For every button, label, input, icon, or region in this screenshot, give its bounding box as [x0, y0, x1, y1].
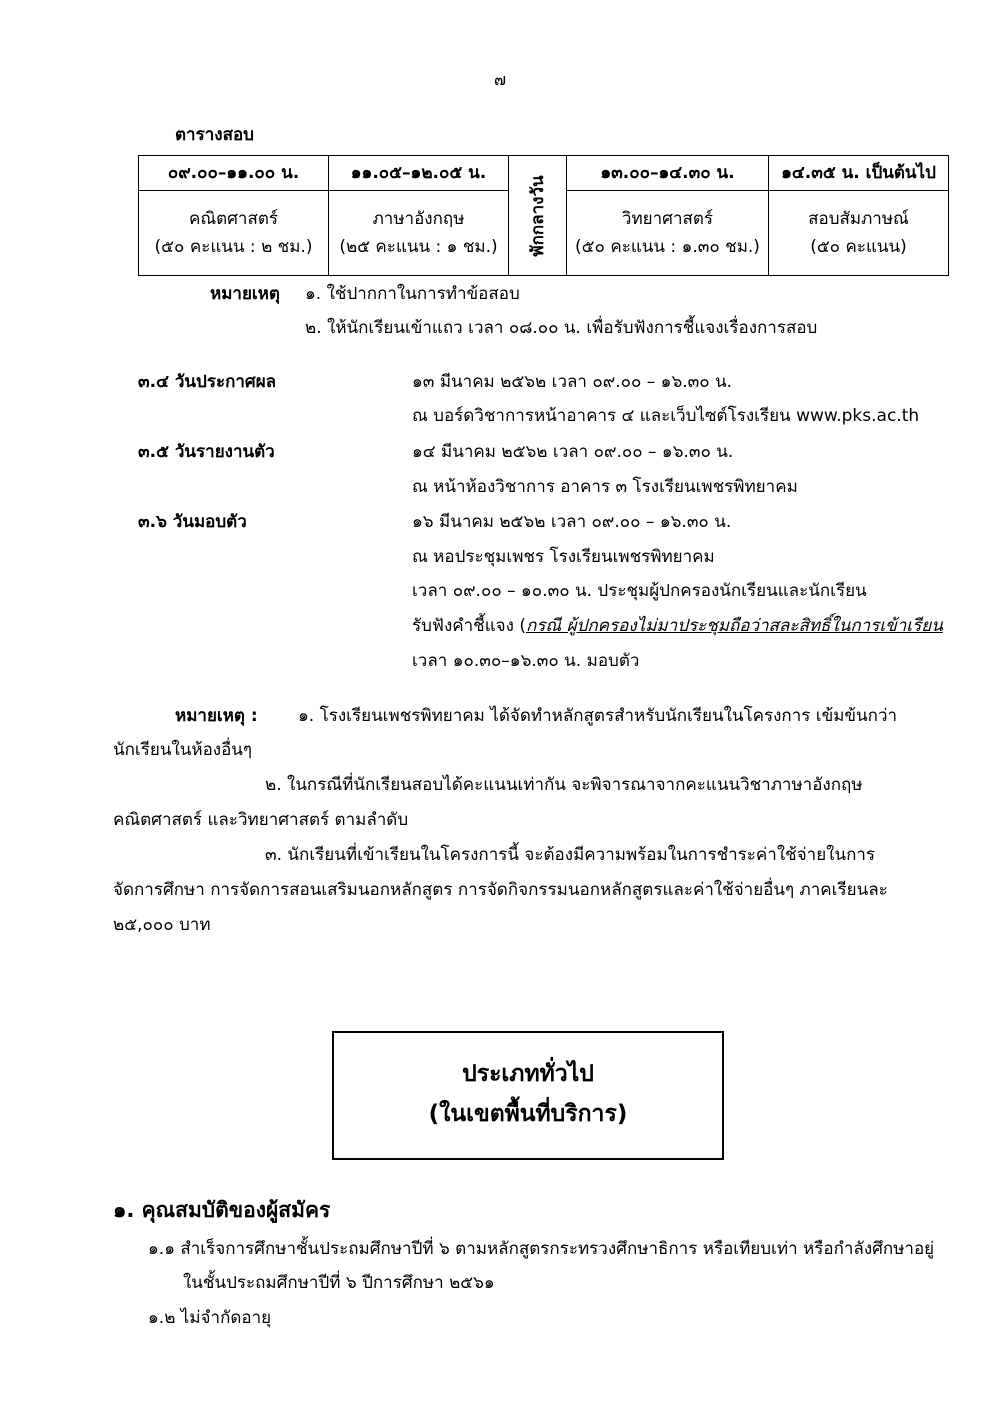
category-title-box: [332, 1031, 724, 1160]
note2-item: ๑. โรงเรียนเพชรพิทยาคม ได้จัดทำหลักสูตรสำหรับนักเรียนในโครงการ เข้มข้นกว่า: [298, 706, 898, 726]
section-line: ๑๖ มีนาคม ๒๕๖๒ เวลา ๐๙.๐๐ – ๑๖.๓๐ น.: [412, 512, 732, 532]
section-line: เวลา ๑๐.๓๐–๑๖.๓๐ น. มอบตัว: [412, 651, 640, 671]
qualification-item-cont: ในชั้นประถมศึกษาปีที่ ๖ ปีการศึกษา ๒๕๖๑: [183, 1273, 495, 1293]
note2-item: ๓. นักเรียนที่เข้าเรียนในโครงการนี้ จะต้องมีความพร้อมในการชำระค่าใช้จ่ายในการ: [265, 845, 876, 865]
subject-cell: [139, 191, 329, 276]
note1-item: ๑. ใช้ปากกาในการทำข้อสอบ: [305, 284, 520, 304]
lunch-break-cell: [509, 156, 567, 276]
subject-detail: (๕๐ คะแนน : ๒ ชม.): [154, 237, 313, 257]
qualification-item: ๑.๑ สำเร็จการศึกษาชั้นประถมศึกษาปีที่ ๖ ตามหลักสูตรกระทรวงศึกษาธิการ หรือเทียบเท่า หรือกำลังศึกษาอยู่: [148, 1239, 935, 1259]
note2-item-cont: คณิตศาสตร์ และวิทยาศาสตร์ ตามลำดับ: [113, 810, 409, 830]
category-subtitle: (ในเขตพื้นที่บริการ): [428, 1101, 628, 1127]
table-header-row: [139, 156, 949, 191]
subject-name: วิทยาศาสตร์: [621, 209, 714, 229]
subject-detail: (๕๐ คะแนน): [810, 237, 907, 257]
section-line: ณ หอประชุมเพชร โรงเรียนเพชรพิทยาคม: [412, 547, 715, 567]
page-number: ๗: [493, 70, 507, 89]
subject-cell: [567, 191, 769, 276]
header-cell: ๑๑.๐๕–๑๒.๐๕ น.: [329, 156, 509, 191]
briefing-prefix: รับฟังคำชี้แจง (: [412, 616, 526, 636]
qualification-item: ๑.๒ ไม่จำกัดอายุ: [148, 1308, 272, 1328]
note1-item: ๒. ให้นักเรียนเข้าแถว เวลา ๐๘.๐๐ น. เพื่อรับฟังการชี้แจงเรื่องการสอบ: [305, 318, 818, 338]
subject-cell: [769, 191, 949, 276]
section-line: ๑๔ มีนาคม ๒๕๖๒ เวลา ๐๙.๐๐ – ๑๖.๓๐ น.: [412, 442, 734, 462]
section-label-enrollment: ๓.๖ วันมอบตัว: [138, 512, 247, 532]
section-line: เวลา ๐๙.๐๐ – ๑๐.๓๐ น. ประชุมผู้ปกครองนักเรียนและนักเรียน: [412, 581, 867, 601]
subject-name: คณิตศาสตร์: [188, 209, 279, 229]
qualifications-heading: ๑. คุณสมบัติของผู้สมัคร: [113, 1198, 331, 1222]
note2-label: หมายเหตุ :: [175, 706, 258, 726]
briefing-condition: กรณี ผู้ปกครองไม่มาประชุมถือว่าสละสิทธิ์ในการเข้าเรียน: [525, 616, 943, 636]
subject-detail: (๕๐ คะแนน : ๑.๓๐ ชม.): [575, 237, 760, 257]
exam-schedule-table: [138, 155, 949, 276]
subject-name: สอบสัมภาษณ์: [808, 209, 909, 229]
schedule-title: ตารางสอบ: [175, 125, 254, 145]
category-title: ประเภททั่วไป: [462, 1061, 594, 1087]
header-cell: ๑๔.๓๕ น. เป็นต้นไป: [769, 156, 949, 191]
section-label-report: ๓.๕ วันรายงานตัว: [138, 442, 275, 462]
section-line: ณ บอร์ดวิชาการหน้าอาคาร ๔ และเว็บไซต์โรงเรียน www.pks.ac.th: [412, 406, 920, 426]
briefing-line: [412, 615, 943, 637]
subject-name: ภาษาอังกฤษ: [372, 209, 465, 229]
section-label-announcement: ๓.๔ วันประกาศผล: [138, 372, 277, 392]
section-line: ๑๓ มีนาคม ๒๕๖๒ เวลา ๐๙.๐๐ – ๑๖.๓๐ น.: [412, 372, 733, 392]
subject-detail: (๒๕ คะแนน : ๑ ชม.): [339, 237, 498, 257]
lunch-break-label: พักกลางวัน: [527, 174, 548, 257]
note2-item-cont: ๒๕,๐๐๐ บาท: [113, 915, 211, 935]
note2-item-cont: จัดการศึกษา การจัดการสอนเสริมนอกหลักสูตร การจัดกิจกรรมนอกหลักสูตรและค่าใช้จ่ายอื่นๆ ภาคเรียนละ: [113, 880, 888, 900]
note2-item-cont: นักเรียนในห้องอื่นๆ: [113, 740, 253, 760]
note1-label: หมายเหตุ: [210, 284, 280, 304]
note2-item: ๒. ในกรณีที่นักเรียนสอบได้คะแนนเท่ากัน จะพิจารณาจากคะแนนวิชาภาษาอังกฤษ: [265, 775, 863, 795]
subject-cell: [329, 191, 509, 276]
section-line: ณ หน้าห้องวิชาการ อาคาร ๓ โรงเรียนเพชรพิทยาคม: [412, 477, 798, 497]
header-cell: ๑๓.๐๐–๑๔.๓๐ น.: [567, 156, 769, 191]
header-cell: ๐๙.๐๐–๑๑.๐๐ น.: [139, 156, 329, 191]
